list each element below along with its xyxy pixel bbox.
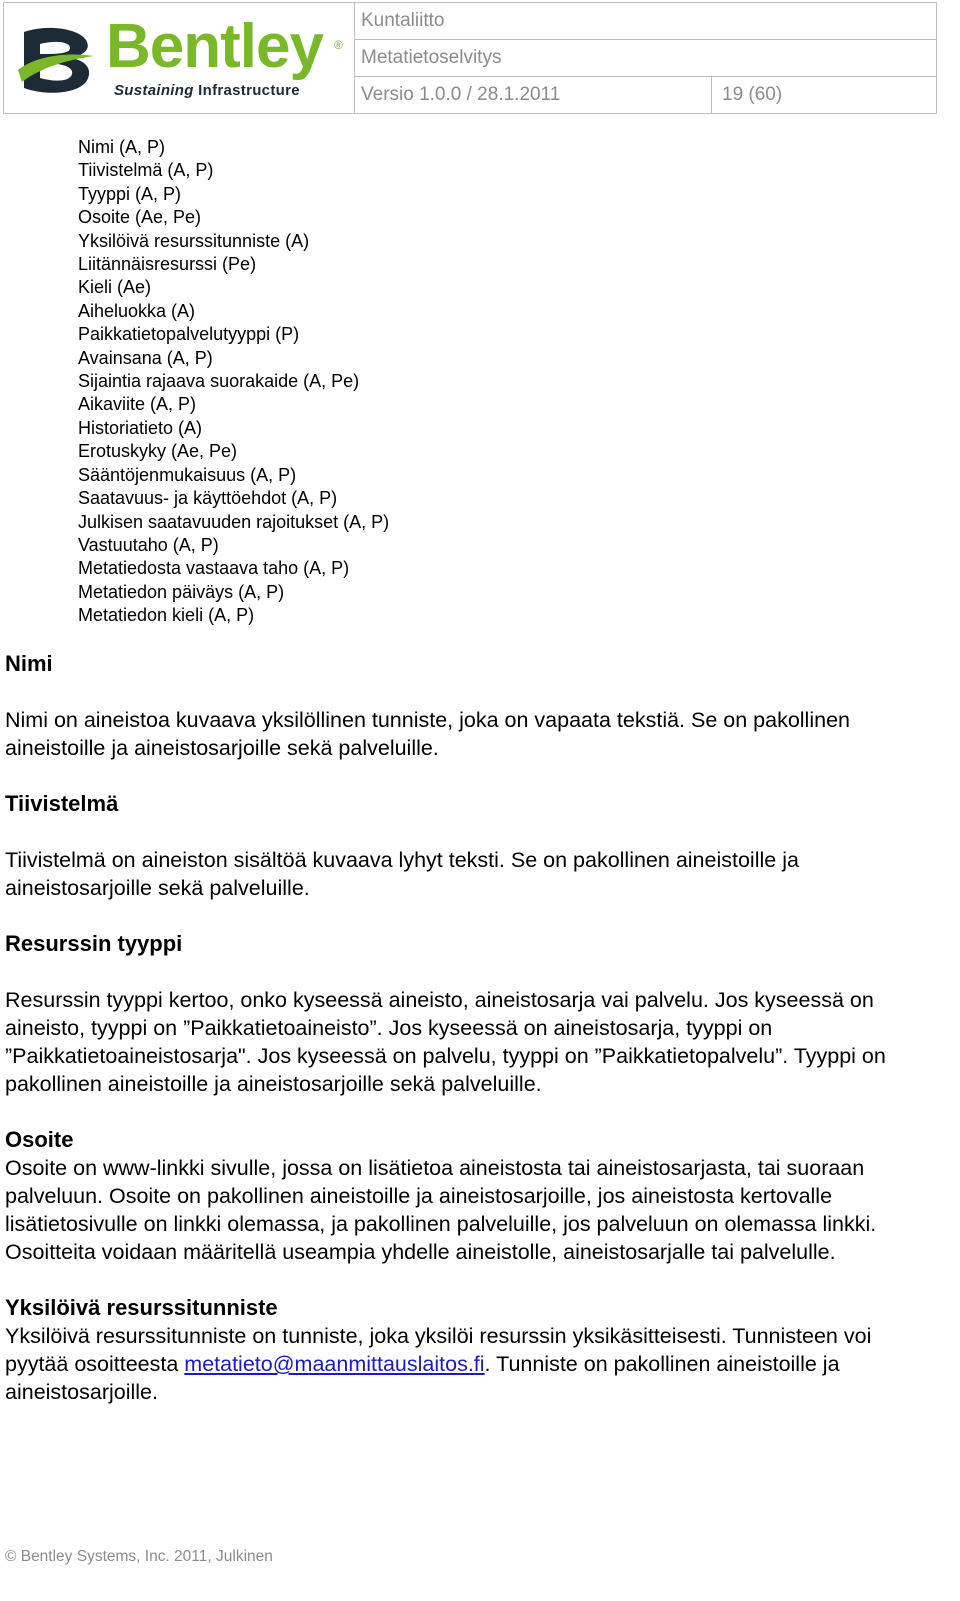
- list-item: Avainsana (A, P): [78, 347, 213, 368]
- organization-name: Kuntaliitto: [355, 3, 937, 40]
- document-body: [5, 650, 935, 1406]
- bentley-b-icon: [16, 26, 96, 94]
- logo-tagline: Sustaining Infrastructure: [114, 82, 300, 99]
- list-item: Metatiedon päiväys (A, P): [78, 581, 285, 602]
- list-item: Osoite (Ae, Pe): [78, 207, 202, 228]
- document-version: Versio 1.0.0 / 28.1.2011: [355, 77, 712, 114]
- bentley-logo: [10, 8, 350, 108]
- list-item: Historiatieto (A): [78, 417, 203, 438]
- section-heading-osoite: Osoite: [5, 1127, 74, 1152]
- section-heading-tiivistelma: Tiivistelmä: [5, 791, 119, 816]
- list-item: Nimi (A, P): [78, 137, 165, 157]
- list-item: Kieli (Ae): [78, 277, 152, 298]
- list-item: Liitännäisresurssi (Pe): [78, 254, 257, 275]
- page-footer: © Bentley Systems, Inc. 2011, Julkinen: [5, 1548, 273, 1565]
- section-text-osoite: Osoite on www-linkki sivulle, jossa on lisätietoa aineistosta tai aineistosarjasta, tai suoraan palveluun. Osoite on pakollinen aineistoille ja aineistosarjoille, jos aineistosta kertovalle lisätietosivulle on linkki olemassa, ja pakollinen palveluille, jos palveluun on olemassa linkki. Osoitteita voidaan määritellä useampia yhdelle aineistolle, aineistosarjalle tai palvelulle.: [5, 1156, 877, 1264]
- logo-wordmark: Bentley: [106, 12, 323, 81]
- document-header: [3, 2, 937, 114]
- metadata-attribute-list: [78, 136, 389, 628]
- list-item: Sijaintia rajaava suorakaide (A, Pe): [78, 371, 360, 392]
- document-title: Metatietoselvitys: [355, 40, 937, 77]
- list-item: Tyyppi (A, P): [78, 183, 182, 204]
- list-item: Tiivistelmä (A, P): [78, 160, 214, 181]
- list-item: Erotuskyky (Ae, Pe): [78, 441, 238, 462]
- list-item: Yksilöivä resurssitunniste (A): [78, 230, 310, 251]
- section-text-nimi: Nimi on aineistoa kuvaava yksilöllinen tunniste, joka on vapaata tekstiä. Se on pakollinen aineistoille ja aineistosarjoille sekä palveluille.: [5, 708, 850, 760]
- page-number: 19 (60): [712, 77, 937, 114]
- registered-mark: ®: [334, 38, 343, 52]
- list-item: Saatavuus- ja käyttöehdot (A, P): [78, 488, 338, 509]
- section-heading-nimi: Nimi: [5, 651, 53, 676]
- logo-cell: [4, 3, 355, 114]
- list-item: Paikkatietopalvelutyyppi (P): [78, 324, 300, 345]
- list-item: Aikaviite (A, P): [78, 394, 197, 415]
- section-text-resurssin-tyyppi: Resurssin tyyppi kertoo, onko kyseessä aineisto, aineistosarja vai palvelu. Jos kyseessä on aineisto, tyyppi on ”Paikkatietoaineisto”. Jos kyseessä on aineistosarja, tyyppi on ”Paikkatietoaineistosarja". Jos kyseessä on palvelu, tyyppi on ”Paikkatietopalvelu”. Tyyppi on pakollinen aineistoille ja aineistosarjoille sekä palveluille.: [5, 988, 886, 1096]
- list-item: Julkisen saatavuuden rajoitukset (A, P): [78, 511, 390, 532]
- list-item: Metatiedon kieli (A, P): [78, 605, 255, 626]
- list-item: Vastuutaho (A, P): [78, 534, 219, 555]
- section-text-tiivistelma: Tiivistelmä on aineiston sisältöä kuvaava lyhyt teksti. Se on pakollinen aineistoille ja aineistosarjoille sekä palveluille.: [5, 848, 799, 900]
- section-text-yksiloiva: Yksilöivä resurssitunniste on tunniste, joka yksilöi resurssin yksikäsitteisesti. Tunnisteen voi pyytää osoitteesta metatieto@maanmittauslaitos.fi. Tunniste on pakollinen aineistoille ja aineistosarjoille.: [5, 1324, 872, 1404]
- list-item: Sääntöjenmukaisuus (A, P): [78, 464, 297, 485]
- email-link[interactable]: metatieto@maanmittauslaitos.fi: [184, 1352, 485, 1376]
- list-item: Metatiedosta vastaava taho (A, P): [78, 558, 350, 579]
- section-heading-yksiloiva: Yksilöivä resurssitunniste: [5, 1295, 278, 1320]
- section-heading-resurssin-tyyppi: Resurssin tyyppi: [5, 931, 183, 956]
- list-item: Aiheluokka (A): [78, 300, 196, 321]
